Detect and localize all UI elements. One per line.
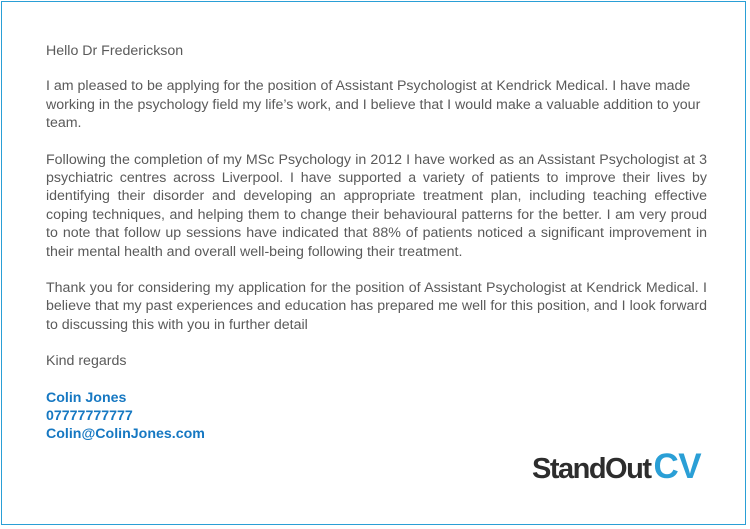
signature-phone: 07777777777 [46, 407, 133, 424]
letter-paragraph-thanks: Thank you for considering my application for the position of Assistant Psychologist at Kendrick Medical. I believe that my past experiences and education has prepared me well for this position, and I look forward to discussing this with you in further detail [46, 280, 707, 333]
signature-email: Colin@ColinJones.com [46, 426, 205, 443]
standout-cv-logo [532, 447, 701, 487]
letter-greeting: Hello Dr Frederickson [46, 43, 184, 59]
signature-name: Colin Jones [46, 389, 127, 406]
logo-text: StandOut [532, 453, 651, 485]
cover-letter [46, 42, 707, 443]
letter-closing: Kind regards [46, 353, 127, 370]
letter-paragraph-experience: Following the completion of my MSc Psychology in 2012 I have worked as an Assistant Psychologist at 3 psychiatric centres across Liverpool. I have supported a variety of patients to improve their lives by identifying their disorder and developing an appropriate treatment plan, including teaching effective coping techniques, and helping them to change their behavioural patterns for the better. I am very proud to note that follow up sessions have indicated that 88% of patients noticed a significant improvement in their mental health and overall well-being following their treatment. [46, 151, 707, 260]
signature-block [46, 389, 707, 444]
letter-paragraph-intro: I am pleased to be applying for the position of Assistant Psychologist at Kendrick Medical. I have made working in the psychology field my life’s work, and I believe that I would make a valuable addition to your team. [46, 78, 701, 132]
logo-accent-text: CV [653, 447, 702, 486]
